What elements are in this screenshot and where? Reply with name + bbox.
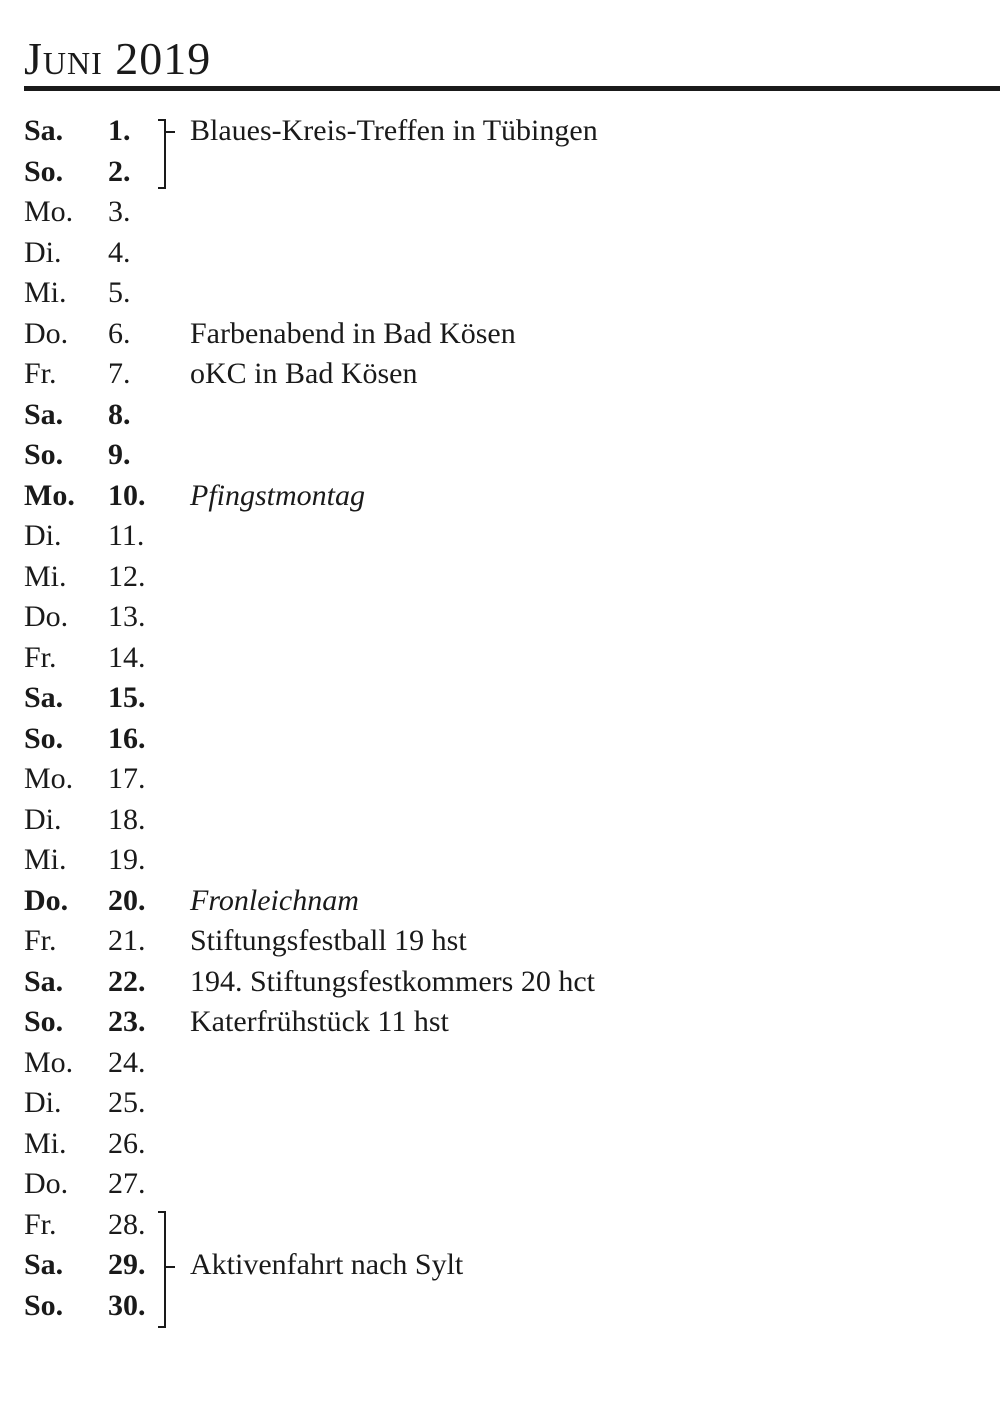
day-row [0,638,1000,679]
day-row [0,1164,1000,1205]
event-text: 194. Stiftungsfestkommers 20 hct [190,964,595,998]
weekday-label: Fr. [24,1207,57,1241]
event-text: oKC in Bad Kösen [190,357,418,390]
weekday-label: Sa. [24,681,64,714]
day-row [0,354,1000,395]
day-row [0,111,1000,152]
date-number: 11. [108,519,145,552]
day-row [0,152,1000,193]
day-row [0,273,1000,314]
weekday-label: So. [24,1005,64,1038]
day-row [0,516,1000,557]
page-title: Juni 2019 [24,33,212,84]
date-number: 30. [108,1288,146,1322]
event-text: Stiftungsfestball 19 hst [190,924,467,957]
date-number: 25. [108,1086,146,1119]
day-row [0,435,1000,476]
event-text: Farbenabend in Bad Kösen [190,316,516,350]
date-number: 22. [108,964,146,998]
weekday-label: Do. [24,316,69,350]
date-number: 26. [108,1126,146,1160]
date-number: 28. [108,1207,146,1241]
weekday-label: So. [24,438,64,471]
weekday-label: Mo. [24,195,74,228]
day-row [0,557,1000,598]
date-number: 8. [108,397,131,431]
event-text: Pfingstmontag [190,478,366,512]
date-number: 13. [108,600,146,633]
day-row [0,476,1000,517]
event-text: Katerfrühstück 11 hst [190,1005,449,1038]
title-rule [24,86,1000,91]
weekday-label: Mi. [24,276,67,309]
day-row [0,1043,1000,1084]
day-row [0,840,1000,881]
day-row [0,678,1000,719]
date-number: 9. [108,438,131,471]
event-text: Blaues-Kreis-Treffen in Tübingen [190,114,598,147]
weekday-label: So. [24,721,64,755]
weekday-label: Mo. [24,1045,74,1079]
date-number: 20. [108,883,146,917]
date-number: 27. [108,1167,146,1200]
date-number: 21. [108,924,146,957]
event-text: Fronleichnam [190,883,359,917]
date-number: 3. [108,195,131,228]
weekday-label: Mo. [24,478,75,512]
day-row [0,881,1000,922]
event-text: Aktivenfahrt nach Sylt [190,1248,464,1281]
weekday-label: Mi. [24,843,67,876]
day-row [0,1083,1000,1124]
day-row [0,962,1000,1003]
date-number: 17. [108,762,146,795]
day-row [0,1002,1000,1043]
day-row [0,395,1000,436]
weekday-label: Di. [24,802,62,836]
date-number: 24. [108,1045,146,1079]
day-row [0,597,1000,638]
date-number: 14. [108,640,146,674]
day-row [0,233,1000,274]
weekday-label: Di. [24,1086,62,1119]
date-number: 7. [108,357,131,390]
weekday-label: Sa. [24,1248,64,1281]
weekday-label: Fr. [24,924,57,957]
weekday-label: Mo. [24,762,74,795]
date-number: 15. [108,681,146,714]
date-number: 5. [108,276,131,309]
day-row [0,921,1000,962]
day-row [0,192,1000,233]
weekday-label: Di. [24,235,62,269]
weekday-label: So. [24,154,64,188]
weekday-label: Di. [24,519,62,552]
weekday-label: Sa. [24,397,64,431]
weekday-label: Fr. [24,640,57,674]
date-number: 4. [108,235,131,269]
date-number: 16. [108,721,146,755]
date-number: 23. [108,1005,146,1038]
date-number: 10. [108,478,146,512]
day-row [0,1205,1000,1246]
day-row [0,1245,1000,1286]
day-row [0,314,1000,355]
day-row [0,719,1000,760]
weekday-label: Do. [24,600,69,633]
date-number: 18. [108,802,146,836]
weekday-label: Sa. [24,114,64,147]
day-row [0,800,1000,841]
date-number: 29. [108,1248,146,1281]
weekday-label: Do. [24,883,69,917]
weekday-label: Do. [24,1167,69,1200]
date-number: 6. [108,316,131,350]
date-number: 1. [108,114,131,147]
weekday-label: Mi. [24,559,67,593]
day-row [0,1124,1000,1165]
weekday-label: Mi. [24,1126,67,1160]
day-list [0,111,1000,1326]
date-number: 2. [108,154,131,188]
weekday-label: So. [24,1288,64,1322]
date-number: 12. [108,559,146,593]
day-row [0,759,1000,800]
weekday-label: Fr. [24,357,57,390]
weekday-label: Sa. [24,964,64,998]
date-number: 19. [108,843,146,876]
day-row [0,1286,1000,1327]
